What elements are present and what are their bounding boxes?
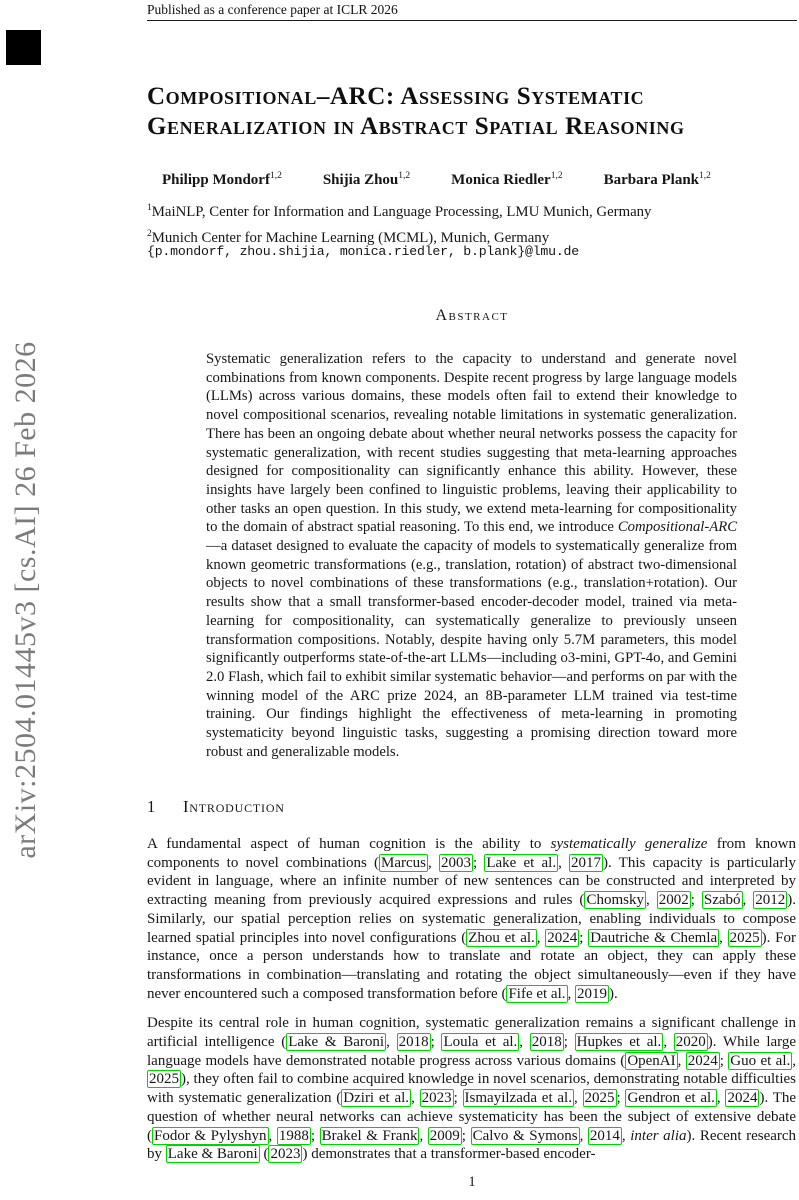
- citation-link[interactable]: Zhou et al.: [468, 929, 535, 946]
- italic-text: inter alia: [630, 1127, 687, 1144]
- conference-header: Published as a conference paper at ICLR 2026: [147, 2, 398, 17]
- citation-link[interactable]: Lake & Baroni: [167, 1146, 258, 1163]
- abstract-heading: Abstract: [435, 307, 509, 324]
- affiliation-sup: 1: [147, 203, 152, 213]
- page-number: 1: [468, 1174, 476, 1190]
- citation-link[interactable]: Marcus: [381, 854, 427, 871]
- authors-row: [162, 171, 782, 189]
- citation-link[interactable]: 2003: [440, 854, 471, 871]
- author-name: [323, 171, 410, 189]
- author-name: [604, 171, 711, 189]
- citation-link[interactable]: Dziri et al.: [343, 1090, 410, 1107]
- citation-link[interactable]: 2024: [547, 929, 578, 946]
- author-name-text: Barbara Plank: [603, 172, 700, 188]
- citation-link[interactable]: 2002: [658, 892, 689, 909]
- citation-link[interactable]: 2014: [589, 1127, 620, 1144]
- italic-text: Compositional-ARC: [617, 519, 737, 536]
- author-affiliation-sup: 1,2: [269, 171, 282, 181]
- citation-link[interactable]: Calvo & Symons: [472, 1127, 578, 1144]
- author-name-text: Monica Riedler: [451, 172, 551, 188]
- citation-link[interactable]: 2024: [727, 1090, 758, 1107]
- affiliation-sup: 2: [147, 229, 152, 240]
- author-affiliation-sup: 1,2: [699, 171, 711, 181]
- author-name: [451, 171, 562, 189]
- section-title: Introduction: [183, 797, 285, 816]
- paper-title: Compositional–ARC: Assessing Systematic Generalization in Abstract Spatial Reasoning: [147, 83, 685, 140]
- black-square-marker: [6, 30, 41, 65]
- citation-link[interactable]: 2024: [687, 1052, 718, 1069]
- citation-link[interactable]: Fife et al.: [508, 985, 566, 1002]
- intro-paragraph-1: A fundamental aspect of human cognition is the ability to systematically generalize from known components to novel combinations ( Marcus , 2003 ; Lake et al. , 2017 ). This capacity is particularly evident in language, where an infinite number of new sentences can be constructed and interpreted by extracting meaning from previously acquired expressions and rules ( Chomsky , 2002 ; Szabó , 2012 ). Similarly, our spatial perception relies on systematic generalization, enabling individuals to compose learned spatial principles into novel configurations ( Zhou et al. , 2024 ; Dautriche & Chemla , 2025 ). For instance, once a person understands how to translate and rotate an object, they can apply these transformations in combination—translating and rotating the object simultaneously—even if they have never encountered such a composed transformation before ( Fife et al. , 2019 ).: [147, 836, 797, 1002]
- citation-link[interactable]: Brakel & Frank: [321, 1127, 418, 1144]
- section-1-heading: [147, 797, 285, 817]
- abstract-text: Systematic generalization refers to the capacity to understand and generate novel combinations from known components. Despite recent progress by large language models (LLMs) across various domains, these models often fail to extend their knowledge to novel compositional scenarios, revealing notable limitations in systematic generalization. There has been an ongoing debate about whether neural networks possess the capacity for systematic generalization, with recent studies suggesting that meta-learning approaches designed for compositionality can significantly enhance this ability. However, these insights have largely been confined to linguistic problems, leaving their applicability to other tasks an open question. In this study, we extend meta-learning for compositionality to the domain of abstract spatial reasoning. To this end, we introduce Compositional-ARC—a dataset designed to evaluate the capacity of models to systematically generalize from known geometric transformations (e.g., translation, rotation) of abstract two-dimensional objects to novel combinations of these transformations (e.g., translation+rotation). Our results show that a small transformer-based encoder-decoder model, trained via meta-learning for compositionality, can systematically generalize to previously unseen transformation compositions. Notably, despite having only 5.7M parameters, this model significantly outperforms state-of-the-art LLMs—including o3-mini, GPT-4o, and Gemini 2.0 Flash, which fail to exhibit similar systematic behavior—and performs on par with the winning model of the ARC prize 2024, an 8B-parameter LLM trained via test-time training. Our findings highlight the effectiveness of meta-learning in promoting systematicity beyond linguistic tasks, suggesting a promising direction toward more robust and generalizable models.: [206, 351, 737, 760]
- citation-link[interactable]: 2025: [149, 1071, 179, 1088]
- citation-link[interactable]: 2018: [531, 1034, 562, 1051]
- section-number: 1: [147, 797, 156, 816]
- citation-link[interactable]: 2017: [571, 854, 602, 871]
- introduction-body: [147, 835, 796, 1164]
- citation-link[interactable]: Chomsky: [586, 892, 644, 909]
- citation-link[interactable]: Lake & Baroni: [288, 1034, 385, 1051]
- author-name-text: Shijia Zhou: [322, 172, 399, 188]
- citation-link[interactable]: 2018: [398, 1034, 429, 1051]
- author-name-text: Philipp Mondorf: [162, 172, 270, 188]
- citation-link[interactable]: Dautriche & Chemla: [590, 929, 718, 946]
- author-affiliation-sup: 1,2: [550, 171, 563, 181]
- citation-link[interactable]: Ismayilzada et al.: [464, 1090, 572, 1107]
- citation-link[interactable]: 2019: [577, 985, 608, 1002]
- affiliation-line: [147, 197, 787, 223]
- citation-link[interactable]: OpenAI: [627, 1052, 676, 1069]
- header-divider: [147, 20, 797, 21]
- intro-paragraph-2: Despite its central role in human cognition, systematic generalization remains a significant challenge in artificial intelligence ( Lake & Baroni , 2018 ; Loula et al. , 2018 ; Hupkes et al. , 2020 ). While large language models have demonstrated notable progress across various domains ( OpenAI , 2024 ; Guo et al. , 2025 ), they often fail to combine acquired knowledge in novel scenarios, demonstrating notable difficulties with systematic generalization ( Dziri et al. , 2023 ; Ismayilzada et al. , 2025 ; Gendron et al. , 2024 ). The question of whether neural networks can achieve systematicity has been the subject of extensive debate ( Fodor & Pylyshyn , 1988 ; Brakel & Frank , 2009 ; Calvo & Symons , 2014 , inter alia). Recent research by Lake & Baroni ( 2023 ) demonstrates that a transformer-based encoder-: [147, 1015, 797, 1163]
- arxiv-identifier-stamp: arXiv:2504.01445v3 [cs.AI] 26 Feb 2026: [9, 341, 42, 859]
- citation-link[interactable]: Hupkes et al.: [576, 1034, 662, 1051]
- citation-link[interactable]: Szabó: [703, 892, 741, 909]
- citation-link[interactable]: 2023: [270, 1146, 301, 1163]
- author-emails: {p.mondorf, zhou.shijia, monica.riedler, b.plank}@lmu.de: [147, 244, 579, 259]
- citation-link[interactable]: 1988: [278, 1127, 309, 1144]
- citation-link[interactable]: 2025: [584, 1090, 615, 1107]
- italic-text: systematically generalize: [550, 836, 708, 852]
- citation-link[interactable]: 2025: [729, 929, 760, 946]
- author-name: [162, 171, 282, 189]
- citation-link[interactable]: 2020: [675, 1034, 706, 1051]
- affiliation-text: MaiNLP, Center for Information and Language Processing, LMU Munich, Germany: [151, 203, 652, 220]
- citation-link[interactable]: Loula et al.: [443, 1034, 518, 1051]
- affiliation-text: Munich Center for Machine Learning (MCML), Munich, Germany: [151, 230, 550, 247]
- citation-link[interactable]: 2009: [429, 1127, 460, 1144]
- affiliations-block: [147, 197, 787, 250]
- citation-link[interactable]: 2023: [421, 1090, 452, 1107]
- citation-link[interactable]: Fodor & Pylyshyn: [154, 1127, 267, 1144]
- author-affiliation-sup: 1,2: [398, 171, 411, 181]
- citation-link[interactable]: 2012: [755, 892, 786, 909]
- citation-link[interactable]: Lake et al.: [486, 854, 557, 871]
- citation-link[interactable]: Gendron et al.: [627, 1090, 715, 1107]
- citation-link[interactable]: Guo et al.: [730, 1052, 791, 1069]
